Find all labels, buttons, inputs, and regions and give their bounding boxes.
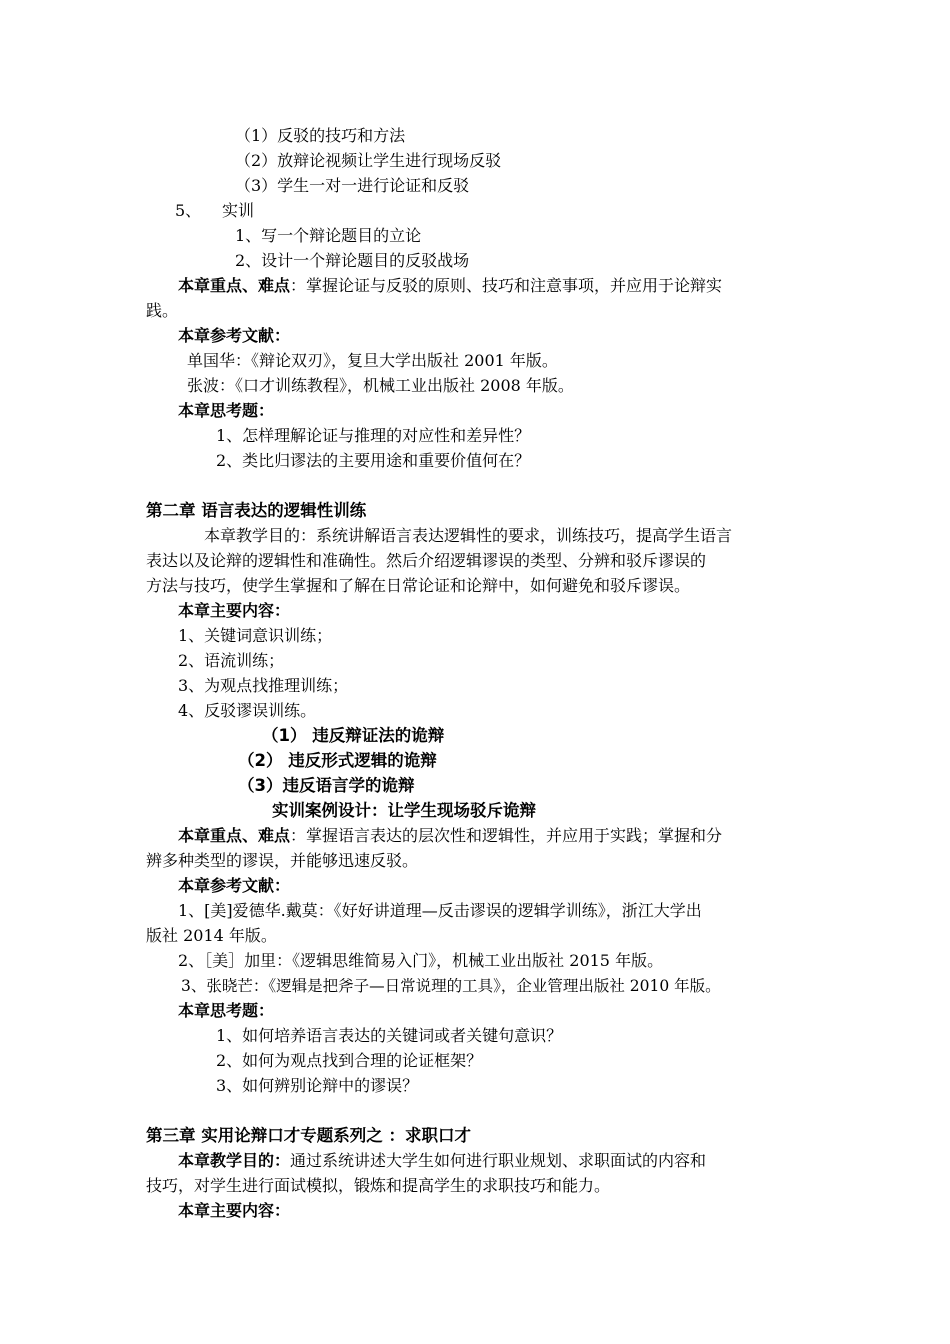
practice-item: 1、写一个辩论题目的立论 [235, 226, 422, 245]
key-points-text: ：掌握语言表达的层次性和逻辑性，并应用于实践；掌握和分 [290, 826, 723, 845]
key-points-label: 本章重点、难点 [178, 826, 291, 845]
reference-item-cont: 版社 2014 年版。 [146, 926, 277, 945]
purpose-line [178, 1149, 706, 1173]
questions-label: 本章思考题： [178, 401, 275, 420]
content-item: 3、为观点找推理训练； [178, 676, 349, 695]
purpose-text: 通过系统讲述大学生如何进行职业规划、求职面试的内容和 [290, 1151, 707, 1170]
question-item: 2、如何为观点找到合理的论证框架？ [216, 1051, 483, 1070]
chapter-three-title: 第三章 实用论辩口才专题系列之 ：求职口才 [146, 1126, 471, 1145]
content-item: 2、语流训练； [178, 651, 285, 670]
reference-item: 张波：《口才训练教程》，机械工业出版社 2008 年版。 [187, 376, 574, 395]
case-design: 实训案例设计：让学生现场驳斥诡辩 [272, 801, 536, 820]
rebuttal-item: （1）反驳的技巧和方法 [235, 126, 406, 145]
sub-item: （2） 违反形式逻辑的诡辩 [238, 751, 437, 770]
reference-item: 2、［美］加里：《逻辑思维简易入门》，机械工业出版社 2015 年版。 [178, 951, 664, 970]
rebuttal-item: （3）学生一对一进行论证和反驳 [235, 176, 470, 195]
practice-title: 实训 [222, 201, 255, 220]
questions-label: 本章思考题： [178, 1001, 275, 1020]
key-points-line [178, 274, 722, 298]
reference-item: 3、张晓芒：《逻辑是把斧子—日常说理的工具》，企业管理出版社 2010 年版。 [181, 977, 721, 995]
question-item: 1、怎样理解论证与推理的对应性和差异性？ [216, 426, 531, 445]
key-points-text-cont: 辨多种类型的谬误，并能够迅速反驳。 [146, 851, 419, 870]
references-label: 本章参考文献： [178, 876, 291, 895]
purpose-text: 本章教学目的：系统讲解语言表达逻辑性的要求，训练技巧，提高学生语言 [204, 526, 733, 545]
reference-item: 单国华：《辩论双刃》，复旦大学出版社 2001 年版。 [187, 351, 558, 370]
content-item: 1、关键词意识训练； [178, 626, 333, 645]
content-item: 4、反驳谬误训练。 [178, 701, 317, 720]
content-label: 本章主要内容： [178, 1201, 291, 1220]
practice-number: 5、 [175, 201, 202, 220]
reference-item: 1、[美]爱德华.戴莫：《好好讲道理—反击谬误的逻辑学训练》，浙江大学出 [178, 901, 702, 920]
purpose-text: 表达以及论辩的逻辑性和准确性。然后介绍逻辑谬误的类型、分辨和驳斥谬误的 [146, 551, 707, 570]
question-item: 3、如何辨别论辩中的谬误？ [216, 1076, 419, 1095]
key-points-line [178, 824, 722, 848]
rebuttal-item: （2）放辩论视频让学生进行现场反驳 [235, 151, 502, 170]
purpose-label: 本章教学目的： [178, 1151, 291, 1170]
sub-item: （3）违反语言学的诡辩 [238, 776, 415, 795]
purpose-text-cont: 技巧，对学生进行面试模拟，锻炼和提高学生的求职技巧和能力。 [146, 1176, 611, 1195]
chapter-two-title: 第二章 语言表达的逻辑性训练 [146, 501, 367, 520]
content-label: 本章主要内容： [178, 601, 291, 620]
question-item: 2、类比归谬法的主要用途和重要价值何在？ [216, 451, 531, 470]
question-item: 1、如何培养语言表达的关键词或者关键句意识？ [216, 1026, 563, 1045]
references-label: 本章参考文献： [178, 326, 291, 345]
key-points-label: 本章重点、难点 [178, 276, 291, 295]
purpose-text: 方法与技巧，使学生掌握和了解在日常论证和论辩中，如何避免和驳斥谬误。 [146, 576, 691, 595]
key-points-text: ：掌握论证与反驳的原则、技巧和注意事项，并应用于论辩实 [290, 276, 723, 295]
practice-item: 2、设计一个辩论题目的反驳战场 [235, 251, 470, 270]
key-points-text-cont: 践。 [146, 301, 179, 320]
sub-item: （1） 违反辩证法的诡辩 [262, 726, 445, 745]
